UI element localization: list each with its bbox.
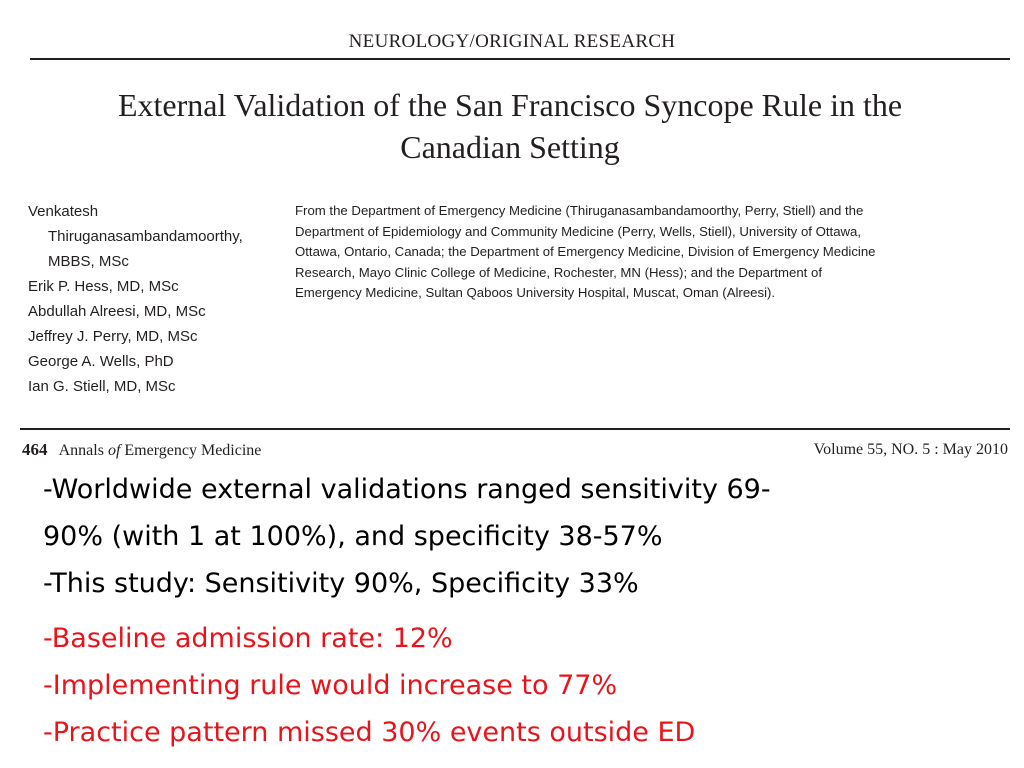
affiliation-line: From the Department of Emergency Medicine (Thiruganasambandamoorthy, Perry, Stiell) and the [295,203,864,218]
issue-info: Volume 55, NO. 5 : May 2010 [813,441,1008,458]
author-name: George A. Wells, PhD [28,353,174,370]
journal-name-part2: Emergency Medicine [124,442,262,459]
author-list [28,199,290,399]
author-name: Venkatesh [28,203,99,220]
affiliation-block [295,201,995,304]
bullet-text: 90% (with 1 at 100%), and specificity 38-57% [43,521,663,552]
title-line-2: Canadian Setting [400,129,620,165]
slide-bullets [43,466,943,756]
affiliation-line: Emergency Medicine, Sultan Qaboos University Hospital, Muscat, Oman (Alreesi). [295,285,776,300]
author-name: Thiruganasambandamoorthy, [48,228,243,245]
author-name: Abdullah Alreesi, MD, MSc [28,303,206,320]
journal-name-part1: Annals [58,442,104,459]
author-name: Erik P. Hess, MD, MSc [28,278,179,295]
highlight-bullet: -Baseline admission rate: 12% [43,623,453,654]
author-name: Jeffrey J. Perry, MD, MSc [28,328,198,345]
journal-footer [22,440,261,460]
bullet-text: -This study: Sensitivity 90%, Specificity 33% [43,568,639,599]
bottom-divider [20,428,1010,430]
title-line-1: External Validation of the San Francisco Syncope Rule in the [117,87,903,123]
section-label: NEUROLOGY/ORIGINAL RESEARCH [348,31,676,52]
bullet-text: -Worldwide external validations ranged sensitivity 69- [43,474,771,505]
author-name: Ian G. Stiell, MD, MSc [28,378,176,395]
affiliation-line: Research, Mayo Clinic College of Medicine, Rochester, MN (Hess); and the Department of [295,264,822,280]
author-credentials: MBBS, MSc [48,253,129,270]
page-number: 464 [22,440,48,459]
highlight-bullet: -Practice pattern missed 30% events outside ED [43,717,696,748]
top-divider [30,58,1010,60]
journal-name-of: of [107,442,121,459]
article-title [30,84,990,168]
affiliation-line: Department of Epidemiology and Community Medicine (Perry, Wells, Stiell), University of Ottawa, [295,223,862,239]
affiliation-line: Ottawa, Ontario, Canada; the Department of Emergency Medicine, Division of Emergency Medicine [295,244,876,259]
highlight-bullet: -Implementing rule would increase to 77% [43,670,618,701]
